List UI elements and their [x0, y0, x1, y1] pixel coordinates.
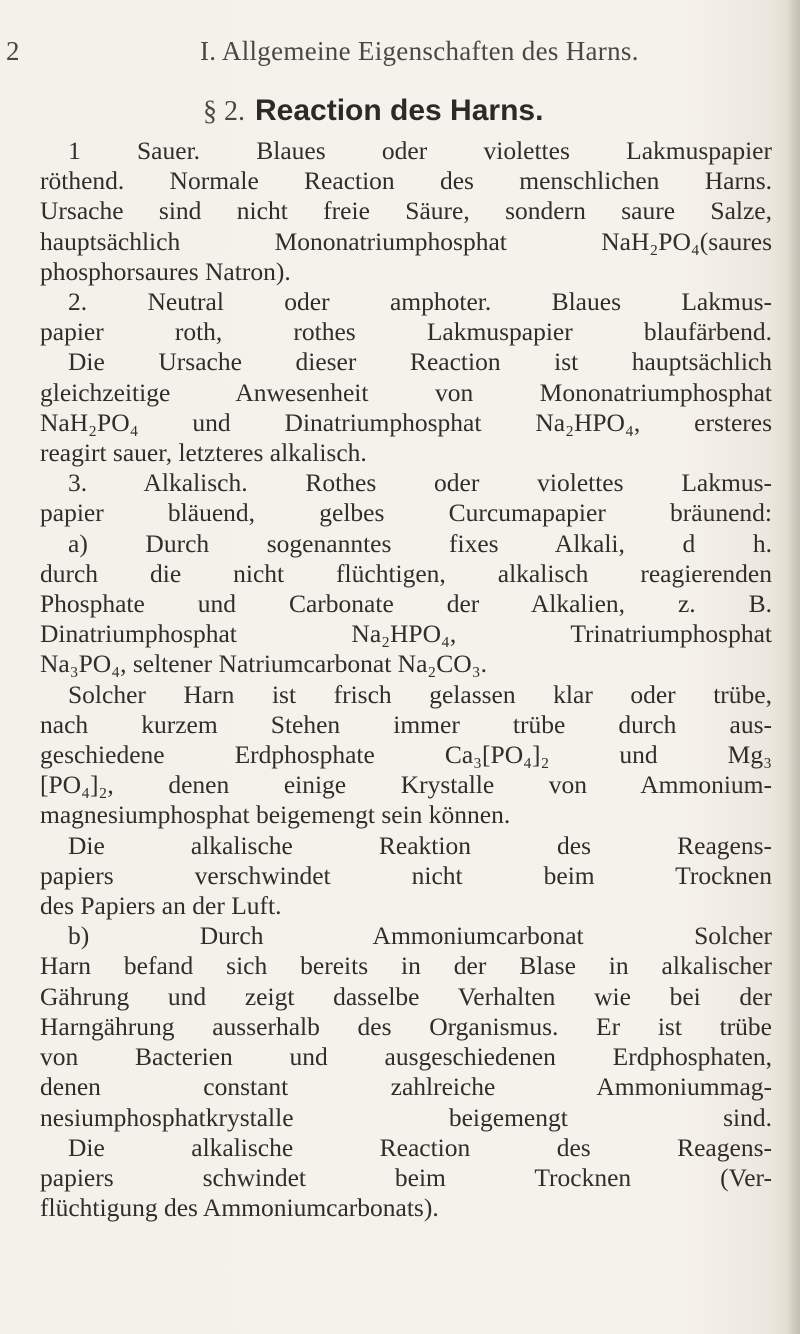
body-text: [40, 136, 772, 1223]
text-line: des Papiers an der Luft.: [40, 891, 282, 921]
running-head-title: I. Allgemeine Eigenschaften des Harns.: [200, 36, 639, 66]
text-line: papier roth, rothes Lakmuspapier blaufärbend.: [40, 317, 772, 347]
text-line: papiers verschwindet nicht beim Trocknen: [40, 860, 772, 890]
text-line: Dinatriumphosphat Na₂HPO₄, Trinatriumphosphat: [40, 619, 772, 649]
text-line: papiers schwindet beim Trocknen (Ver-: [40, 1162, 772, 1192]
text-line: durch die nicht flüchtigen, alkalisch reagierenden: [40, 558, 772, 588]
text-line: hauptsächlich Mononatriumphosphat NaH₂PO₄(saures: [40, 226, 772, 256]
text-line: Solcher Harn ist frisch gelassen klar oder trübe,: [68, 679, 772, 709]
text-line: röthend. Normale Reaction des menschlichen Harns.: [40, 166, 772, 196]
text-line: geschiedene Erdphosphate Ca₃[PO₄]₂ und Mg₃: [40, 740, 772, 770]
text-line: gleichzeitige Anwesenheit von Mononatriumphosphat: [40, 377, 772, 407]
text-line: 1 Sauer. Blaues oder violettes Lakmuspapier: [68, 136, 772, 165]
text-line: Ursache sind nicht freie Säure, sondern saure Salze,: [40, 196, 772, 226]
text-line: Die alkalische Reaktion des Reagens-: [68, 830, 772, 860]
text-line: nach kurzem Stehen immer trübe durch aus-: [40, 709, 772, 739]
running-head: [0, 36, 800, 76]
text-line: Harn befand sich bereits in der Blase in alkalischer: [40, 951, 772, 981]
text-line: Gährung und zeigt dasselbe Verhalten wie bei der: [40, 981, 772, 1011]
text-line: NaH₂PO₄ und Dinatriumphosphat Na₂HPO₄, ersteres: [40, 407, 772, 437]
section-title: Reaction des Harns.: [255, 94, 544, 127]
page-edge-shadow: [786, 0, 800, 1334]
text-line: b) Durch Ammoniumcarbonat Solcher: [68, 921, 772, 951]
text-line: magnesiumphosphat beigemengt sein können.: [40, 800, 511, 830]
text-line: reagirt sauer, letzteres alkalisch.: [40, 438, 367, 468]
section-heading: [203, 94, 723, 128]
text-line: Phosphate und Carbonate der Alkalien, z. B.: [40, 589, 772, 619]
text-line: papier bläuend, gelbes Curcumapapier bräunend:: [40, 498, 772, 528]
text-line: nesiumphosphatkrystalle beigemengt sind.: [40, 1102, 772, 1132]
text-line: 2. Neutral oder amphoter. Blaues Lakmus-: [68, 287, 772, 317]
page-number: 2: [6, 36, 20, 66]
text-line: a) Durch sogenanntes fixes Alkali, d h.: [68, 528, 772, 558]
text-line: denen constant zahlreiche Ammoniummag-: [40, 1072, 772, 1102]
text-line: von Bacterien und ausgeschiedenen Erdphosphaten,: [40, 1042, 772, 1072]
text-line: Die Ursache dieser Reaction ist hauptsächlich: [68, 347, 772, 377]
text-line: 3. Alkalisch. Rothes oder violettes Lakmus-: [68, 468, 772, 498]
text-line: Harngährung ausserhalb des Organismus. Er ist trübe: [40, 1011, 772, 1041]
text-line: [PO₄]₂, denen einige Krystalle von Ammonium-: [40, 770, 772, 800]
text-line: phosphorsaures Natron).: [40, 256, 291, 286]
section-symbol: § 2.: [203, 96, 245, 127]
text-line: Die alkalische Reaction des Reagens-: [68, 1132, 772, 1162]
text-line: Na₃PO₄, seltener Natriumcarbonat Na₂CO₃.: [40, 649, 487, 679]
text-line: flüchtigung des Ammoniumcarbonats).: [40, 1193, 439, 1223]
